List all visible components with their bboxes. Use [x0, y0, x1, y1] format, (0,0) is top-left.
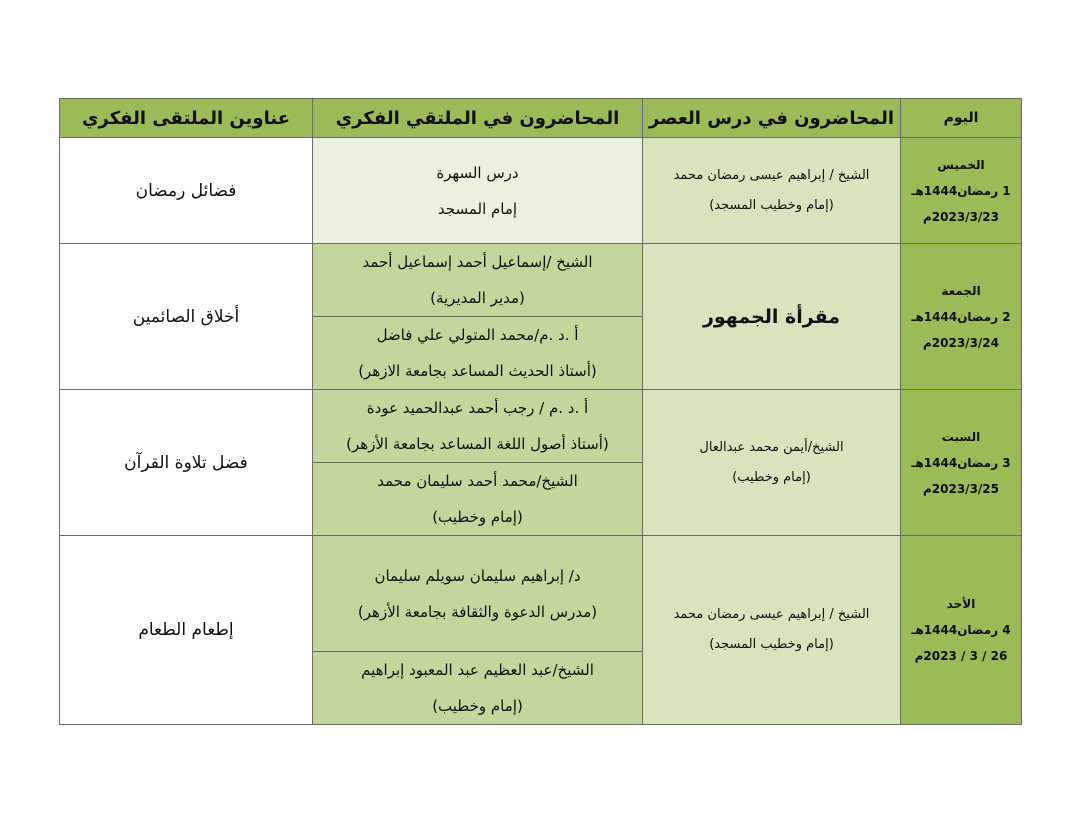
day-cell [901, 390, 1022, 536]
lecturer-role: (مدير المديرية) [430, 289, 525, 307]
day-name: الخميس [937, 157, 985, 172]
lecturer-cell [313, 244, 643, 317]
day-hijri: 4 رمضان1444هـ [911, 623, 1011, 637]
topic-cell: أخلاق الصائمين [60, 244, 313, 390]
table-row [60, 536, 1022, 652]
day-gregorian: 2023/3/23م [922, 209, 999, 224]
day-cell [901, 138, 1022, 244]
lecturer-role: (أستاذ أصول اللغة المساعد بجامعة الأزهر) [346, 435, 609, 453]
asr-cell [643, 390, 901, 536]
topic-cell: فضائل رمضان [60, 138, 313, 244]
lecturer-name: الشيخ/محمد أحمد سليمان محمد [377, 472, 578, 490]
header-asr: المحاضرون في درس العصر [643, 99, 901, 138]
day-hijri: 3 رمضان1444هـ [911, 455, 1011, 470]
asr-role: (إمام وخطيب المسجد) [709, 197, 834, 213]
lecturer-cell [313, 390, 643, 463]
day-hijri: 2 رمضان1444هـ [911, 309, 1011, 324]
table-row [60, 390, 1022, 463]
asr-role: (إمام وخطيب) [732, 469, 811, 485]
topic-cell: إطعام الطعام [60, 536, 313, 725]
lecturer-cell [313, 317, 643, 390]
asr-cell [643, 536, 901, 725]
lecturer-role: (إمام وخطيب) [432, 508, 523, 526]
header-lecturers: المحاضرون في الملتقي الفكري [313, 99, 643, 138]
asr-lecturer: الشيخ / إبراهيم عيسى رمضان محمد [673, 607, 870, 622]
day-cell [901, 536, 1022, 725]
header-row [60, 99, 1022, 138]
asr-role: (إمام وخطيب المسجد) [709, 637, 834, 652]
lecturer-name: د/ إبراهيم سليمان سويلم سليمان [374, 566, 581, 585]
lecturer-role: إمام المسجد [437, 199, 518, 218]
lecturer-cell [313, 536, 643, 652]
day-name: الأحد [946, 597, 976, 611]
lecturer-name: الشيخ /إسماعيل أحمد إسماعيل أحمد [362, 253, 593, 271]
asr-cell [643, 138, 901, 244]
lecturer-name: الشيخ/عبد العظيم عبد المعبود إبراهيم [361, 661, 594, 679]
asr-lecturer: الشيخ / إبراهيم عيسى رمضان محمد [673, 167, 870, 183]
lecturer-cell [313, 138, 643, 244]
schedule-table [59, 98, 1022, 725]
lecturer-role: (مدرس الدعوة والثقافة بجامعة الأزهر) [357, 602, 598, 621]
lecturer-name: أ .د .م / رجب أحمد عبدالحميد عودة [366, 399, 589, 417]
asr-cell [643, 244, 901, 390]
day-gregorian: 26 / 3 / 2023م [914, 649, 1008, 663]
header-topics: عناوين الملتقى الفكري [60, 99, 313, 138]
lecturer-role: (إمام وخطيب) [432, 697, 523, 715]
header-day: اليوم [901, 99, 1022, 138]
asr-lecturer: مقرأة الجمهور [702, 305, 841, 328]
lecturer-role: (أستاذ الحديث المساعد بجامعة الازهر) [358, 362, 597, 380]
day-gregorian: 2023/3/24م [922, 335, 999, 350]
table-row [60, 138, 1022, 244]
topic-cell: فضل تلاوة القرآن [60, 390, 313, 536]
day-name: الجمعة [941, 283, 981, 298]
day-name: السبت [941, 429, 981, 444]
table-row [60, 244, 1022, 317]
asr-lecturer: الشيخ/أيمن محمد عبدالعال [699, 439, 844, 455]
day-gregorian: 2023/3/25م [922, 481, 999, 496]
lecturer-name: درس السهرة [436, 163, 519, 182]
lecturer-cell [313, 652, 643, 725]
lecturer-name: أ .د .م/محمد المتولي علي فاضل [376, 326, 579, 344]
lecturer-cell [313, 463, 643, 536]
day-cell [901, 244, 1022, 390]
day-hijri: 1 رمضان1444هـ [911, 183, 1011, 198]
